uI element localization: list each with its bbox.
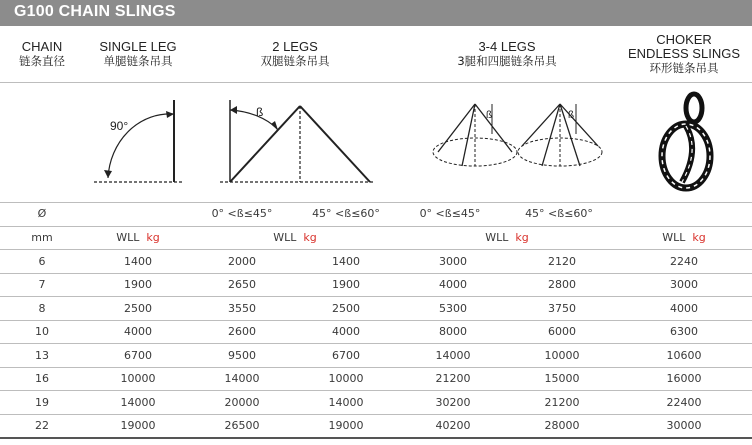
row-6-choker: 22400: [666, 396, 702, 409]
row-4-diameter: 13: [35, 349, 49, 362]
row-2-single: 2500: [124, 302, 152, 315]
row-divider: [0, 390, 752, 391]
header-choker-cn: 环形链条吊具: [649, 61, 719, 75]
header-two-en: 2 LEGS: [272, 39, 318, 54]
row-4-three-a: 14000: [435, 349, 471, 362]
two-beta-label: ß: [256, 105, 264, 119]
row-2-choker: 4000: [670, 302, 698, 315]
header-2-legs: [192, 40, 398, 68]
row-5-three-a: 21200: [435, 372, 471, 385]
row-4-three-b: 10000: [544, 349, 580, 362]
row-4-two-a: 9500: [228, 349, 256, 362]
row-3-two-a: 2600: [228, 325, 256, 338]
row-7-two-a: 26500: [224, 419, 260, 432]
angle-two-b: 45° <ß≤60°: [312, 207, 380, 220]
row-7-three-a: 40200: [435, 419, 471, 432]
row-3-diameter: 10: [35, 325, 49, 338]
row-2-diameter: 8: [38, 302, 46, 315]
row-0-diameter: 6: [38, 255, 46, 268]
angle-three-a: 0° <ß≤45°: [419, 207, 481, 220]
row-3-choker: 6300: [670, 325, 698, 338]
row-0-two-b: 1400: [332, 255, 360, 268]
three-beta-label: ß: [486, 110, 493, 121]
row-2-two-a: 3550: [228, 302, 256, 315]
header-chain-en: CHAIN: [21, 39, 63, 54]
row-0-two-a: 2000: [228, 255, 256, 268]
row-divider: [0, 367, 752, 368]
row-0-single: 1400: [124, 255, 152, 268]
angle-row-symbol: Ø: [37, 207, 47, 220]
header-single-leg: [84, 40, 192, 68]
title-bar: [0, 0, 752, 26]
header-single-cn: 单腿链条吊具: [103, 54, 173, 68]
header-chain: [0, 40, 84, 68]
row-1-single: 1900: [124, 278, 152, 291]
row-7-choker: 30000: [666, 419, 702, 432]
row-1-diameter: 7: [38, 278, 46, 291]
row-divider: [0, 343, 752, 344]
row-6-three-b: 21200: [544, 396, 580, 409]
row-divider: [0, 296, 752, 297]
divider-header: [0, 82, 752, 83]
row-3-three-a: 8000: [439, 325, 467, 338]
row-6-two-b: 14000: [328, 396, 364, 409]
unit-mm: mm: [31, 231, 53, 244]
row-1-two-b: 1900: [332, 278, 360, 291]
unit-single: [84, 231, 192, 244]
row-2-three-b: 3750: [548, 302, 576, 315]
row-divider: [0, 320, 752, 321]
row-7-two-b: 19000: [328, 419, 364, 432]
row-3-single: 4000: [124, 325, 152, 338]
row-4-single: 6700: [124, 349, 152, 362]
row-6-three-a: 30200: [435, 396, 471, 409]
angle-two-a: 0° <ß≤45°: [211, 207, 273, 220]
divider-angle: [0, 226, 752, 227]
row-divider: [0, 414, 752, 415]
unit-choker: [616, 231, 752, 244]
unit-single-kg: kg: [146, 231, 160, 244]
header-3-4-legs: [398, 40, 616, 68]
row-7-single: 19000: [120, 419, 156, 432]
row-4-two-b: 6700: [332, 349, 360, 362]
row-0-choker: 2240: [670, 255, 698, 268]
row-7-three-b: 28000: [544, 419, 580, 432]
header-single-en: SINGLE LEG: [99, 39, 177, 54]
unit-three-kg: kg: [515, 231, 529, 244]
row-1-three-a: 4000: [439, 278, 467, 291]
row-3-three-b: 6000: [548, 325, 576, 338]
unit-three-wll: WLL: [485, 231, 509, 244]
single-angle-label: 90°: [110, 119, 129, 133]
header-three-en: 3-4 LEGS: [478, 39, 536, 54]
row-6-diameter: 19: [35, 396, 49, 409]
choker-sling-diagram: [656, 90, 716, 195]
divider-units: [0, 249, 752, 250]
unit-two: [192, 231, 398, 244]
four-beta-label: ß: [568, 110, 575, 121]
header-choker-en2: ENDLESS SLINGS: [628, 46, 740, 61]
row-6-single: 14000: [120, 396, 156, 409]
row-2-two-b: 2500: [332, 302, 360, 315]
unit-choker-kg: kg: [692, 231, 706, 244]
row-5-single: 10000: [120, 372, 156, 385]
header-choker: [616, 33, 752, 75]
row-1-two-a: 2650: [228, 278, 256, 291]
three-four-leg-diagram: [430, 94, 610, 189]
row-5-three-b: 15000: [544, 372, 580, 385]
header-two-cn: 双腿链条吊具: [260, 54, 330, 68]
angle-three-b: 45° <ß≤60°: [525, 207, 593, 220]
row-3-two-b: 4000: [332, 325, 360, 338]
header-chain-cn: 链条直径: [19, 54, 65, 68]
row-0-three-b: 2120: [548, 255, 576, 268]
unit-single-wll: WLL: [116, 231, 140, 244]
row-7-diameter: 22: [35, 419, 49, 432]
table-bottom-border: [0, 437, 752, 439]
unit-two-wll: WLL: [273, 231, 297, 244]
row-1-three-b: 2800: [548, 278, 576, 291]
unit-choker-wll: WLL: [662, 231, 686, 244]
unit-three: [398, 231, 616, 244]
row-2-three-a: 5300: [439, 302, 467, 315]
row-divider: [0, 273, 752, 274]
header-three-cn: 3腿和四腿链条吊具: [457, 54, 557, 68]
row-4-choker: 10600: [666, 349, 702, 362]
divider-diagrams: [0, 202, 752, 203]
row-5-two-b: 10000: [328, 372, 364, 385]
row-5-diameter: 16: [35, 372, 49, 385]
header-choker-en1: CHOKER: [656, 32, 712, 47]
row-5-choker: 16000: [666, 372, 702, 385]
single-leg-diagram: [94, 94, 194, 189]
row-5-two-a: 14000: [224, 372, 260, 385]
row-1-choker: 3000: [670, 278, 698, 291]
unit-two-kg: kg: [303, 231, 317, 244]
row-6-two-a: 20000: [224, 396, 260, 409]
page-title: G100 CHAIN SLINGS: [14, 3, 176, 20]
row-0-three-a: 3000: [439, 255, 467, 268]
two-leg-diagram: [220, 94, 380, 189]
